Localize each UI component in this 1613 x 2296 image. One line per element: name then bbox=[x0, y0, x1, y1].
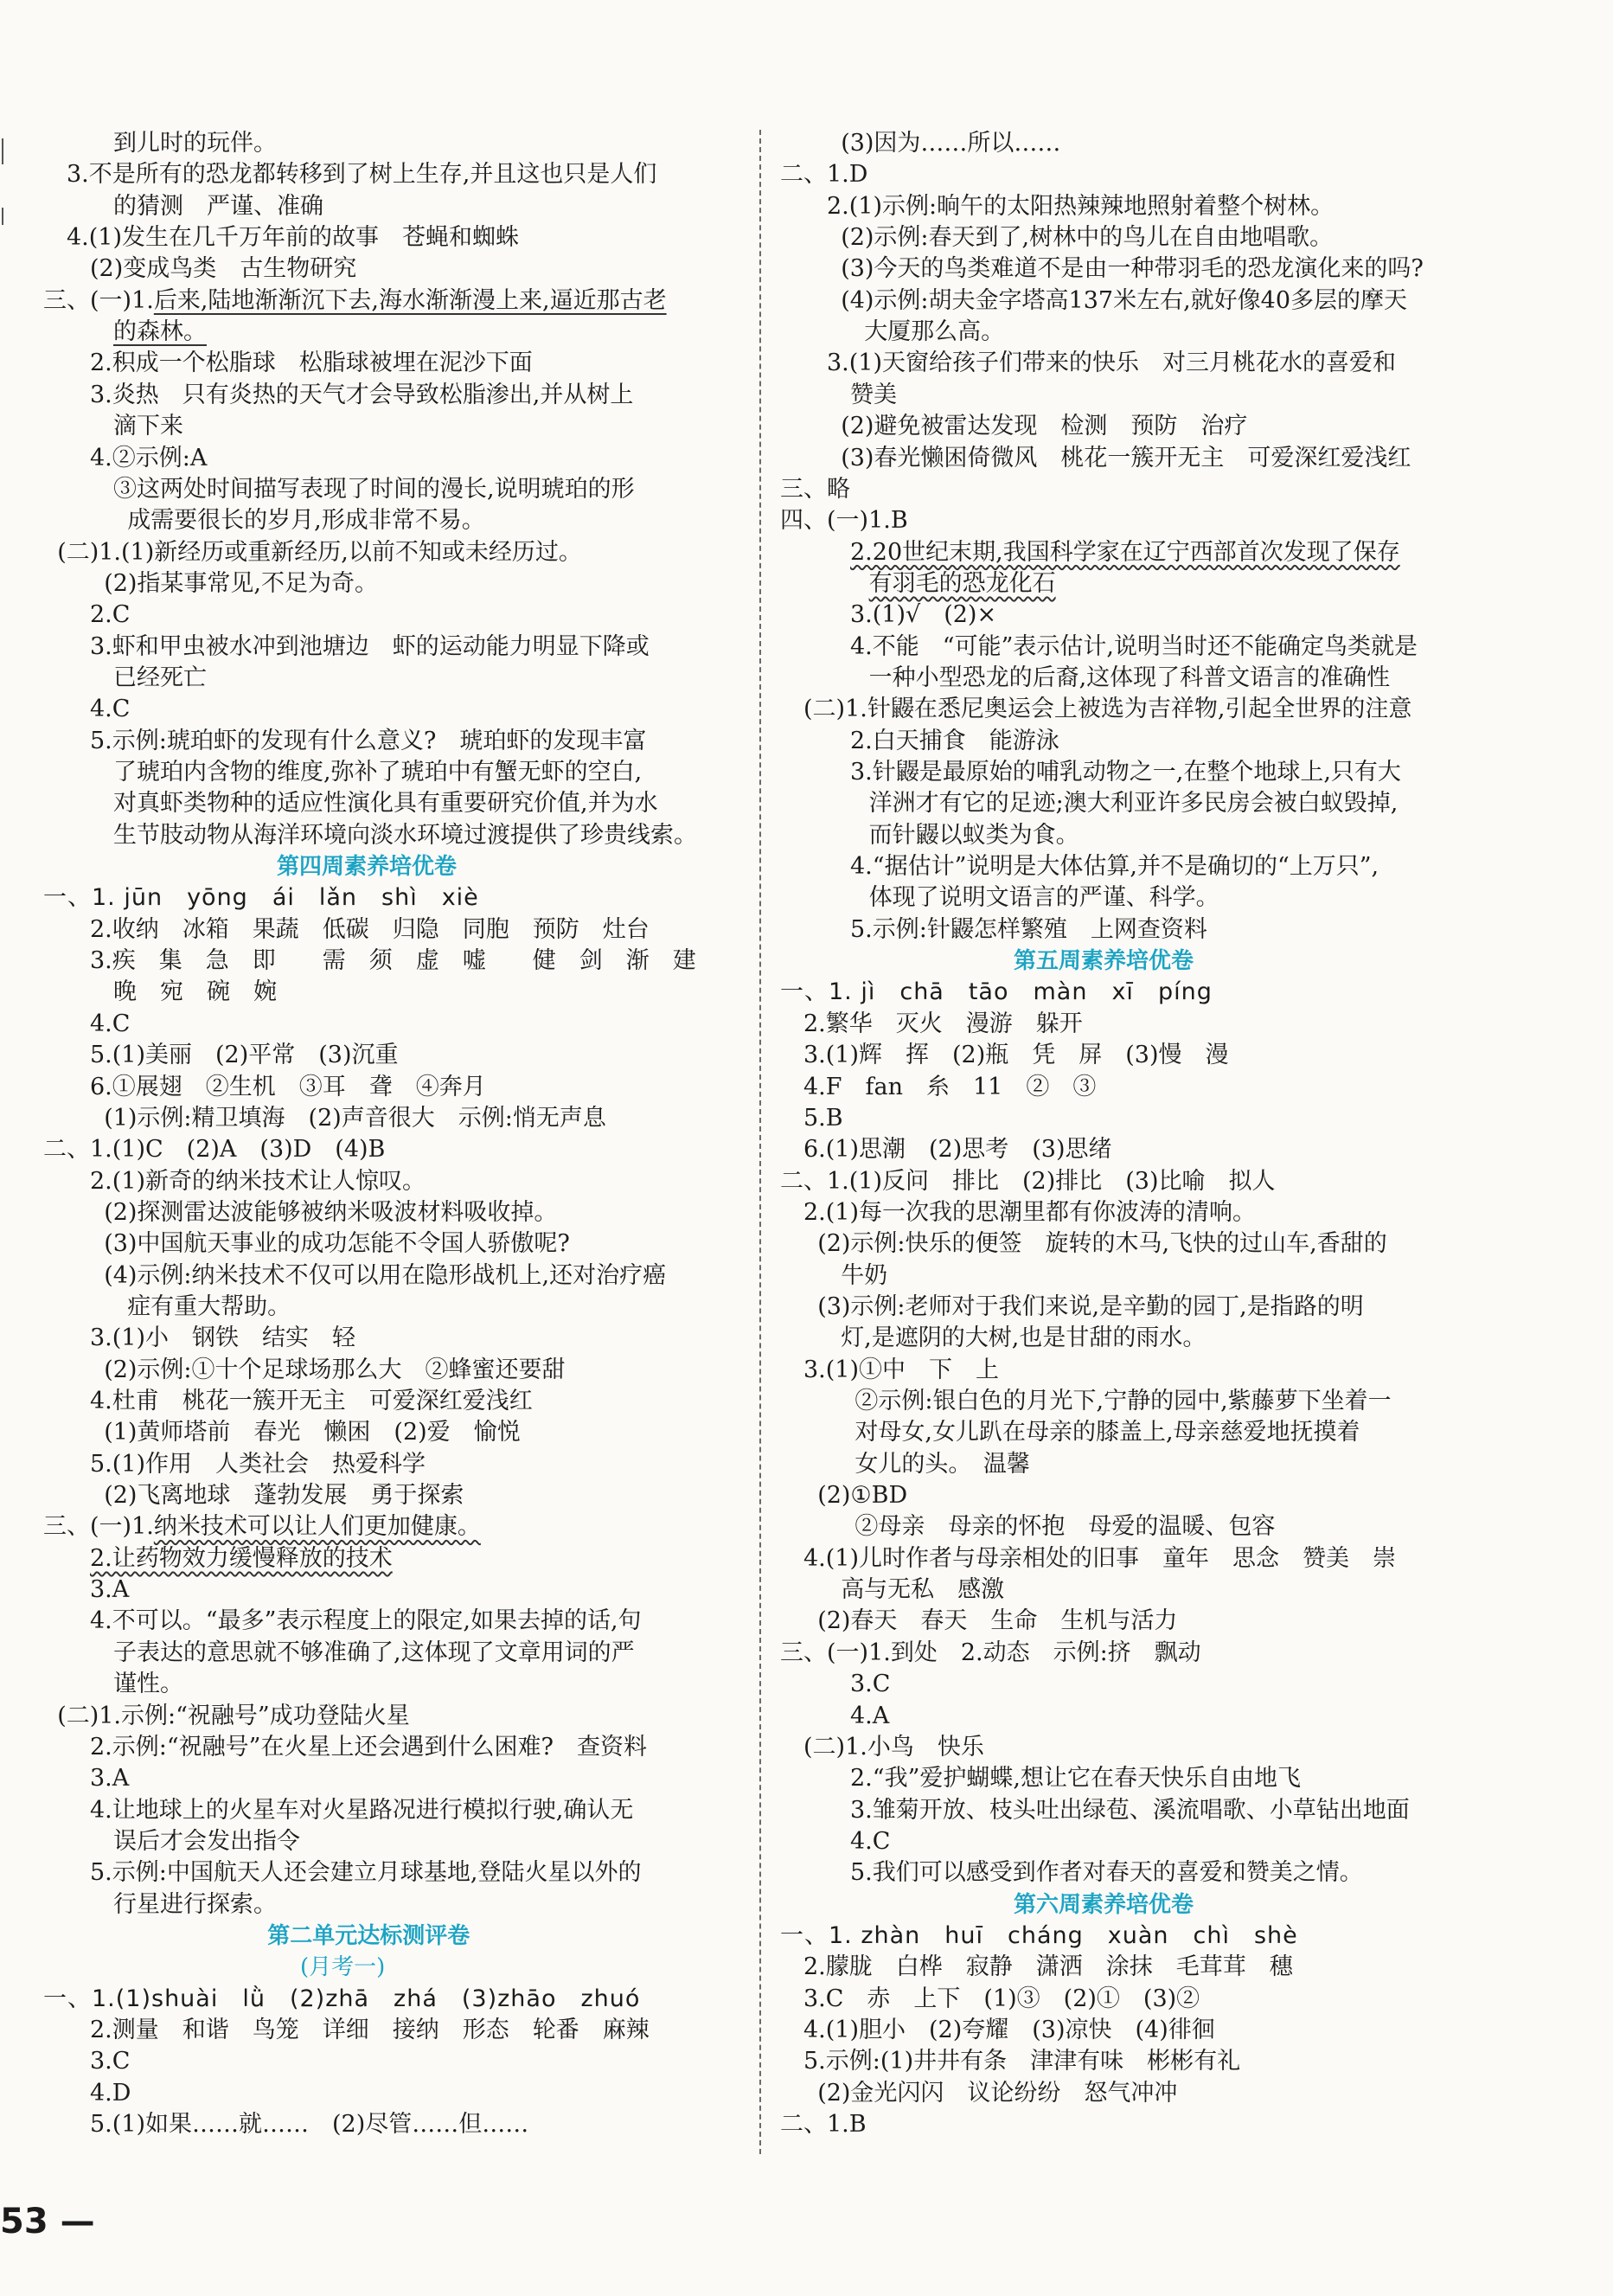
answer-line bbox=[43, 474, 635, 505]
answer-line bbox=[780, 1040, 1229, 1071]
answer-text: (2)示例:春天到了,树林中的鸟儿在自由地唱歌。 bbox=[841, 224, 1334, 252]
answer-line bbox=[780, 1984, 1200, 2015]
answer-text: 5.(1)美丽 (2)平常 (3)沉重 bbox=[90, 1042, 399, 1069]
answer-text: 3.C bbox=[90, 2048, 131, 2075]
answer-text: 症有重大帮助。 bbox=[127, 1292, 291, 1320]
answer-text: 4.(1)发生在几千万年前的故事 苍蝇和蜘蛛 bbox=[67, 224, 520, 252]
answer-line bbox=[780, 1323, 1206, 1354]
answer-text: 3.(1)小 钢铁 结实 轻 bbox=[90, 1324, 356, 1352]
answer-text: 一、1. jì chā tāo màn xī píng bbox=[780, 978, 1213, 1006]
answer-text: (2)指某事常见,不足为奇。 bbox=[104, 569, 379, 597]
answer-text: 到儿时的玩伴。 bbox=[113, 130, 277, 157]
answer-text: 3.(1)天窗给孩子们带来的快乐 对三月桃花水的喜爱和 bbox=[827, 350, 1397, 377]
answer-line bbox=[780, 820, 1079, 851]
answer-line bbox=[43, 568, 378, 600]
underlined-answer: 纳米技术可以让人们更加健康。 bbox=[153, 1513, 481, 1541]
answer-text: 3.(1)①中 下 上 bbox=[803, 1356, 1000, 1383]
answer-line bbox=[780, 1009, 1083, 1040]
answer-line bbox=[780, 1355, 999, 1386]
answer-text: 子表达的意思就不够准确了,这体现了文章用词的严 bbox=[113, 1639, 635, 1666]
answer-line bbox=[780, 1952, 1293, 1983]
answer-text: 晚 宛 碗 婉 bbox=[113, 978, 277, 1006]
answer-line bbox=[43, 1826, 300, 1857]
answer-line bbox=[43, 1292, 291, 1323]
answer-text: 第六周素养培优卷 bbox=[1014, 1891, 1194, 1918]
answer-text: 2.示例:“祝融号”在火星上还会遇到什么困难? 查资料 bbox=[90, 1733, 647, 1760]
answer-text: (2)示例:①十个足球场那么大 ②蜂蜜还要甜 bbox=[104, 1356, 566, 1383]
answer-line bbox=[780, 1197, 1256, 1228]
answer-line bbox=[43, 1166, 426, 1197]
answer-line bbox=[780, 1763, 1301, 1794]
answer-line bbox=[780, 505, 908, 536]
answer-text: 6.(1)思潮 (2)思考 (3)思绪 bbox=[803, 1136, 1112, 1164]
answer-text: 而针鼹以蚁类为食。 bbox=[868, 821, 1079, 849]
answer-text: 3.(1)√ (2)× bbox=[850, 601, 997, 629]
answer-text: 4.不能 “可能”表示估计,说明当时还不能确定鸟类就是 bbox=[850, 632, 1418, 660]
answer-text: 谨性。 bbox=[113, 1671, 183, 1698]
answer-line bbox=[780, 411, 1247, 442]
answer-line bbox=[780, 348, 1396, 379]
answer-text: 5.示例:针鼹怎样繁殖 上网查资料 bbox=[850, 915, 1207, 943]
answer-line bbox=[43, 632, 650, 663]
answer-line bbox=[43, 2078, 131, 2109]
answer-text: 一种小型恐龙的后裔,这体现了科普文语言的准确性 bbox=[868, 664, 1391, 691]
answer-line bbox=[780, 1166, 1276, 1197]
answer-line bbox=[780, 128, 1060, 159]
answer-text: 2.测量 和谐 鸟笼 详细 接纳 形态 轮番 麻辣 bbox=[90, 2017, 650, 2043]
answer-line bbox=[780, 1795, 1410, 1826]
answer-line bbox=[780, 568, 1056, 600]
answer-line bbox=[43, 1606, 642, 1637]
answer-text: 3.疾 集 急 即 需 须 虚 嘘 健 剑 渐 建 bbox=[90, 947, 696, 975]
answer-line bbox=[780, 2015, 1215, 2046]
answer-line bbox=[43, 1072, 486, 1103]
answer-line bbox=[780, 1857, 1363, 1889]
answer-text: 二、1.(1)C (2)A (3)D (4)B bbox=[43, 1136, 386, 1164]
answer-line bbox=[43, 946, 696, 977]
answer-text: (二)1.示例:“祝融号”成功登陆火星 bbox=[57, 1702, 410, 1729]
answer-text: 行星进行探索。 bbox=[113, 1890, 277, 1918]
answer-line bbox=[43, 882, 479, 914]
answer-text: (3)春光懒困倚微风 桃花一簇开无主 可爱深红爱浅红 bbox=[841, 444, 1411, 471]
answer-text: (2)探测雷达波能够被纳米吸波材料吸收掉。 bbox=[104, 1198, 558, 1226]
answer-line bbox=[43, 1638, 635, 1669]
answer-line bbox=[780, 757, 1401, 788]
answer-line bbox=[43, 2046, 130, 2077]
answer-text: 二、1.B bbox=[780, 2111, 867, 2139]
answer-line bbox=[43, 663, 207, 694]
answer-line bbox=[43, 1386, 533, 1417]
answer-text: 4.A bbox=[850, 1702, 890, 1729]
answer-text: 4.杜甫 桃花一簇开无主 可爱深红爱浅红 bbox=[90, 1388, 533, 1414]
answer-text: 已经死亡 bbox=[113, 664, 207, 691]
answer-line bbox=[43, 977, 277, 1008]
answer-line bbox=[43, 317, 207, 348]
answer-line bbox=[780, 1701, 889, 1732]
answer-line bbox=[780, 537, 1400, 568]
answer-line bbox=[780, 1606, 1177, 1637]
answer-text: (3)因为……所以…… bbox=[841, 130, 1061, 157]
answer-text: 2.“我”爱护蝴蝶,想让它在春天快乐自由地飞 bbox=[850, 1765, 1301, 1793]
question-prefix: 三、(一)1. bbox=[43, 286, 154, 314]
answer-line bbox=[43, 600, 130, 631]
answer-line bbox=[780, 2046, 1240, 2077]
answer-text: 4.D bbox=[90, 2079, 131, 2107]
answer-text: 三、略 bbox=[780, 475, 850, 503]
answer-text: 2.朦胧 白桦 寂静 潇洒 涂抹 毛茸茸 穗 bbox=[803, 1953, 1293, 1981]
answer-text: 5.示例:中国航天人还会建立月球基地,登陆火星以外的 bbox=[90, 1859, 642, 1887]
answer-text: ②母亲 母亲的怀抱 母爱的温暖、包容 bbox=[855, 1513, 1276, 1541]
margin-mark bbox=[2, 208, 9, 225]
answer-line bbox=[43, 1543, 393, 1574]
answer-text: (2)飞离地球 蓬勃发展 勇于探索 bbox=[104, 1482, 464, 1510]
answer-text: 的猜测 严谨、准确 bbox=[113, 192, 323, 220]
answer-text: 3.C 赤 上下 (1)③ (2)① (3)② bbox=[803, 1985, 1200, 2012]
answer-line bbox=[43, 253, 356, 285]
answer-line bbox=[780, 443, 1411, 474]
answer-text: 2.C bbox=[90, 601, 131, 629]
margin-mark bbox=[2, 138, 9, 164]
answer-text: 3.雏菊开放、枝头吐出绿苞、溪流唱歌、小草钻出地面 bbox=[850, 1796, 1410, 1824]
answer-line bbox=[43, 914, 650, 946]
answer-text: (2)避免被雷达发现 检测 预防 治疗 bbox=[841, 413, 1248, 440]
answer-line bbox=[43, 1574, 129, 1606]
answer-line bbox=[43, 191, 323, 222]
answer-line bbox=[43, 159, 656, 190]
question-prefix: 三、(一)1. bbox=[43, 1513, 154, 1541]
column-divider bbox=[759, 130, 761, 2154]
answer-text: 第二单元达标测评卷 bbox=[267, 1922, 470, 1949]
answer-line bbox=[780, 1386, 1392, 1417]
answer-line bbox=[780, 1072, 1096, 1103]
answer-text: 二、1.(1)反问 排比 (2)排比 (3)比喻 拟人 bbox=[780, 1167, 1276, 1195]
answer-text: 3.炎热 只有炎热的天气才会导致松脂渗出,并从树上 bbox=[90, 381, 634, 408]
answer-line bbox=[780, 1732, 984, 1763]
answer-line bbox=[780, 663, 1390, 694]
answer-line bbox=[43, 1228, 570, 1260]
answer-line bbox=[43, 537, 582, 568]
answer-line bbox=[780, 600, 996, 631]
answer-text: (2)变成鸟类 古生物研究 bbox=[90, 255, 357, 283]
answer-line bbox=[780, 1638, 1201, 1669]
answer-line bbox=[43, 1134, 385, 1165]
answer-text: 大厦那么高。 bbox=[864, 318, 1005, 346]
answer-text: 四、(一)1.B bbox=[780, 507, 908, 535]
answer-line bbox=[43, 505, 485, 536]
answer-line bbox=[780, 882, 1219, 914]
answer-text: 3.A bbox=[90, 1765, 130, 1793]
answer-text: (3)示例:老师对于我们来说,是辛勤的园丁,是指路的明 bbox=[817, 1292, 1364, 1320]
underlined-answer: 2.让药物效力缓慢释放的技术 bbox=[90, 1544, 393, 1572]
answer-text: 女儿的头。 温馨 bbox=[855, 1450, 1030, 1478]
answer-text: 2.白天捕食 能游泳 bbox=[850, 727, 1059, 754]
answer-text: 二、1.D bbox=[780, 161, 868, 189]
answer-line bbox=[43, 1984, 640, 2015]
answer-text: (二)1.(1)新经历或重新经历,以前不知或未经历过。 bbox=[57, 538, 582, 566]
answer-line bbox=[43, 726, 646, 757]
answer-line bbox=[43, 2109, 528, 2140]
answer-text: 洋洲才有它的足迹;澳大利亚许多民房会被白蚁毁掉, bbox=[868, 790, 1399, 818]
answer-line bbox=[43, 411, 183, 442]
answer-text: 4.(1)儿时作者与母亲相处的旧事 童年 思念 赞美 崇 bbox=[803, 1544, 1397, 1572]
answer-line bbox=[780, 2078, 1177, 2109]
underlined-answer: 2.20世纪末期,我国科学家在辽宁西部首次发现了保存 bbox=[850, 538, 1400, 566]
answer-text: 一、1.(1)shuài lǜ (2)zhā zhá (3)zhāo zhuó bbox=[43, 1985, 641, 2012]
answer-text: 4.F fan 糸 11 ② ③ bbox=[803, 1073, 1097, 1100]
section-heading bbox=[43, 851, 457, 882]
answer-text: (1)黄师塔前 春光 懒困 (2)爱 愉悦 bbox=[104, 1419, 521, 1446]
answer-line bbox=[43, 1417, 521, 1448]
answer-line bbox=[780, 1260, 887, 1292]
answer-text: (2)①BD bbox=[817, 1482, 908, 1510]
answer-text: 灯,是遮阴的大树,也是甘甜的雨水。 bbox=[841, 1324, 1207, 1352]
answer-text: 生节肢动物从海洋环境向淡水环境过渡提供了珍贵线索。 bbox=[113, 821, 697, 849]
answer-text: 3.针鼹是最原始的哺乳动物之一,在整个地球上,只有大 bbox=[850, 759, 1401, 786]
answer-text: 2.繁华 灭火 漫游 躲开 bbox=[803, 1010, 1083, 1037]
answer-text: 5.我们可以感受到作者对春天的喜爱和赞美之情。 bbox=[850, 1859, 1363, 1887]
answer-text: 了琥珀内含物的维度,弥补了琥珀中有蟹无虾的空白, bbox=[113, 759, 643, 786]
answer-line bbox=[780, 222, 1333, 253]
answer-line bbox=[43, 1449, 426, 1480]
answer-text: 2.收纳 冰箱 果蔬 低碳 归隐 同胞 预防 灶台 bbox=[90, 915, 650, 943]
answer-line bbox=[43, 1511, 481, 1542]
answer-text: (1)示例:精卫填海 (2)声音很大 示例:悄无声息 bbox=[104, 1104, 606, 1132]
answer-text: 成需要很长的岁月,形成非常不易。 bbox=[127, 507, 485, 535]
answer-line bbox=[780, 2109, 867, 2140]
answer-line bbox=[43, 1040, 399, 1071]
answer-line bbox=[780, 1574, 1004, 1606]
answer-text: (3)今天的鸟类难道不是由一种带羽毛的恐龙演化来的吗? bbox=[841, 255, 1424, 283]
answer-line bbox=[43, 222, 519, 253]
answer-text: 对真虾类物种的适应性演化具有重要研究价值,并为水 bbox=[113, 790, 658, 818]
answer-line bbox=[780, 1292, 1364, 1323]
answer-line bbox=[43, 788, 658, 819]
answer-line bbox=[43, 1480, 464, 1511]
answer-line bbox=[780, 1480, 907, 1511]
answer-text: 2.(1)新奇的纳米技术让人惊叹。 bbox=[90, 1167, 426, 1195]
answer-line bbox=[780, 632, 1418, 663]
answer-text: 2.(1)示例:晌午的太阳热辣辣地照射着整个树林。 bbox=[827, 192, 1335, 220]
section-heading bbox=[780, 1889, 1194, 1921]
section-heading bbox=[43, 1921, 470, 1952]
answer-line bbox=[43, 2015, 650, 2046]
underlined-answer: 有羽毛的恐龙化石 bbox=[868, 569, 1056, 597]
answer-text: 高与无私 感激 bbox=[841, 1576, 1005, 1604]
underlined-answer: 的森林。 bbox=[113, 318, 207, 346]
answer-line bbox=[780, 1669, 890, 1700]
answer-line bbox=[780, 159, 867, 190]
answer-text: 体现了说明文语言的严谨、科学。 bbox=[868, 884, 1219, 912]
underlined-answer: 后来,陆地渐渐沉下去,海水渐渐漫上来,逼近那古老 bbox=[153, 286, 667, 314]
answer-text: 第五周素养培优卷 bbox=[1014, 948, 1194, 975]
section-subheading bbox=[43, 1952, 385, 1983]
answer-text: 滴下来 bbox=[113, 413, 183, 440]
answer-line bbox=[780, 191, 1334, 222]
answer-line bbox=[780, 1511, 1275, 1542]
answer-line bbox=[43, 443, 207, 474]
answer-line bbox=[780, 474, 850, 505]
answer-text: 6.①展翅 ②生机 ③耳 聋 ④奔月 bbox=[90, 1073, 486, 1100]
answer-text: (二)1.针鼹在悉尼奥运会上被选为吉祥物,引起全世界的注意 bbox=[803, 696, 1412, 723]
section-heading bbox=[780, 946, 1194, 977]
answer-text: 3.A bbox=[90, 1576, 130, 1604]
answer-text: ③这两处时间描写表现了时间的漫长,说明琥珀的形 bbox=[113, 475, 635, 503]
answer-text: 对母女,女儿趴在母亲的膝盖上,母亲慈爱地抚摸着 bbox=[855, 1419, 1360, 1446]
answer-text: 5.(1)如果……就…… (2)尽管……但…… bbox=[90, 2111, 529, 2139]
answer-line bbox=[780, 1449, 1030, 1480]
answer-text: 4.“据估计”说明是大体估算,并不是确切的“上万只”, bbox=[850, 853, 1379, 881]
answer-text: 4.让地球上的火星车对火星路况进行模拟行驶,确认无 bbox=[90, 1796, 634, 1824]
answer-line bbox=[780, 1134, 1112, 1165]
answer-text: 3.C bbox=[850, 1671, 891, 1698]
answer-line bbox=[780, 977, 1213, 1008]
answer-line bbox=[43, 1795, 633, 1826]
answer-line bbox=[780, 1103, 843, 1134]
answer-text: (4)示例:纳米技术不仅可以用在隐形战机上,还对治疗癌 bbox=[104, 1261, 667, 1289]
answer-line bbox=[43, 348, 533, 379]
answer-line bbox=[780, 726, 1059, 757]
answer-line bbox=[780, 1228, 1387, 1260]
answer-text: 2.(1)每一次我的思潮里都有你波涛的清响。 bbox=[803, 1198, 1257, 1226]
answer-line bbox=[43, 1197, 557, 1228]
answer-line bbox=[43, 1701, 410, 1732]
answer-line bbox=[43, 757, 642, 788]
page-number: 53 — bbox=[0, 2202, 95, 2241]
answer-text: 5.示例:(1)井井有条 津津有味 彬彬有礼 bbox=[803, 2048, 1241, 2075]
answer-text: 牛奶 bbox=[841, 1261, 888, 1289]
answer-text: (3)中国航天事业的成功怎能不令国人骄傲呢? bbox=[104, 1230, 570, 1258]
answer-text: 一、1. zhàn huī cháng xuàn chì shè bbox=[780, 1921, 1298, 1949]
answer-text: 3.不是所有的恐龙都转移到了树上生存,并且这也只是人们 bbox=[67, 161, 657, 189]
answer-text: 一、1. jūn yōng ái lǎn shì xiè bbox=[43, 884, 479, 912]
answer-text: 4.②示例:A bbox=[90, 444, 208, 471]
answer-line bbox=[43, 1103, 606, 1134]
answer-line bbox=[43, 1009, 130, 1040]
answer-text: ②示例:银白色的月光下,宁静的园中,紫藤萝下坐着一 bbox=[855, 1388, 1392, 1414]
answer-line bbox=[780, 851, 1379, 882]
answer-line bbox=[780, 1543, 1396, 1574]
answer-line bbox=[43, 1889, 277, 1921]
answer-line bbox=[43, 1260, 666, 1292]
answer-text: 4.C bbox=[90, 1010, 131, 1037]
answer-text: 4.C bbox=[850, 1827, 891, 1855]
answer-line bbox=[780, 253, 1424, 285]
answer-line bbox=[43, 694, 130, 725]
answer-line bbox=[780, 380, 897, 411]
answer-line bbox=[43, 1323, 355, 1354]
answer-line bbox=[780, 317, 1004, 348]
answer-line bbox=[43, 1732, 647, 1763]
answer-text: (2)金光闪闪 议论纷纷 怒气冲冲 bbox=[817, 2079, 1178, 2107]
answer-text: 5.(1)作用 人类社会 热爱科学 bbox=[90, 1450, 426, 1478]
answer-text: (月考一) bbox=[300, 1954, 386, 1981]
answer-text: (2)春天 春天 生命 生机与活力 bbox=[817, 1607, 1178, 1635]
answer-text: 三、(一)1.到处 2.动态 示例:挤 飘动 bbox=[780, 1639, 1201, 1666]
answer-line bbox=[780, 914, 1207, 946]
answer-text: 5.示例:琥珀虾的发现有什么意义? 琥珀虾的发现丰富 bbox=[90, 727, 647, 754]
answer-line bbox=[780, 1921, 1298, 1952]
answer-line bbox=[43, 380, 633, 411]
answer-line bbox=[780, 1826, 890, 1857]
answer-line bbox=[43, 128, 277, 159]
answer-text: 4.不可以。“最多”表示程度上的限定,如果去掉的话,句 bbox=[90, 1607, 642, 1635]
answer-text: 第四周素养培优卷 bbox=[277, 854, 458, 881]
answer-line bbox=[780, 694, 1411, 725]
answer-text: 赞美 bbox=[850, 381, 897, 408]
answer-line bbox=[43, 1763, 129, 1794]
answer-text: 4.C bbox=[90, 696, 131, 723]
answer-text: 5.B bbox=[803, 1104, 843, 1132]
answer-text: 2.积成一个松脂球 松脂球被埋在泥沙下面 bbox=[90, 350, 533, 377]
answer-text: 4.(1)胆小 (2)夸耀 (3)凉快 (4)徘徊 bbox=[803, 2017, 1215, 2043]
answer-line bbox=[780, 1417, 1360, 1448]
answer-line bbox=[43, 820, 697, 851]
answer-text: (二)1.小鸟 快乐 bbox=[803, 1733, 984, 1760]
answer-line bbox=[43, 1355, 566, 1386]
answer-text: 3.(1)辉 挥 (2)瓶 凭 屏 (3)慢 漫 bbox=[803, 1042, 1229, 1069]
answer-line bbox=[43, 285, 667, 317]
answer-line bbox=[780, 788, 1398, 819]
answer-text: (2)示例:快乐的便签 旋转的木马,飞快的过山车,香甜的 bbox=[817, 1230, 1387, 1258]
answer-line bbox=[780, 285, 1407, 317]
answer-text: 3.虾和甲虫被水冲到池塘边 虾的运动能力明显下降或 bbox=[90, 632, 650, 660]
answer-line bbox=[43, 1669, 183, 1700]
answer-line bbox=[43, 1857, 641, 1889]
answer-text: (4)示例:胡夫金字塔高137米左右,就好像40多层的摩天 bbox=[841, 286, 1408, 314]
answer-text: 误后才会发出指令 bbox=[113, 1827, 300, 1855]
